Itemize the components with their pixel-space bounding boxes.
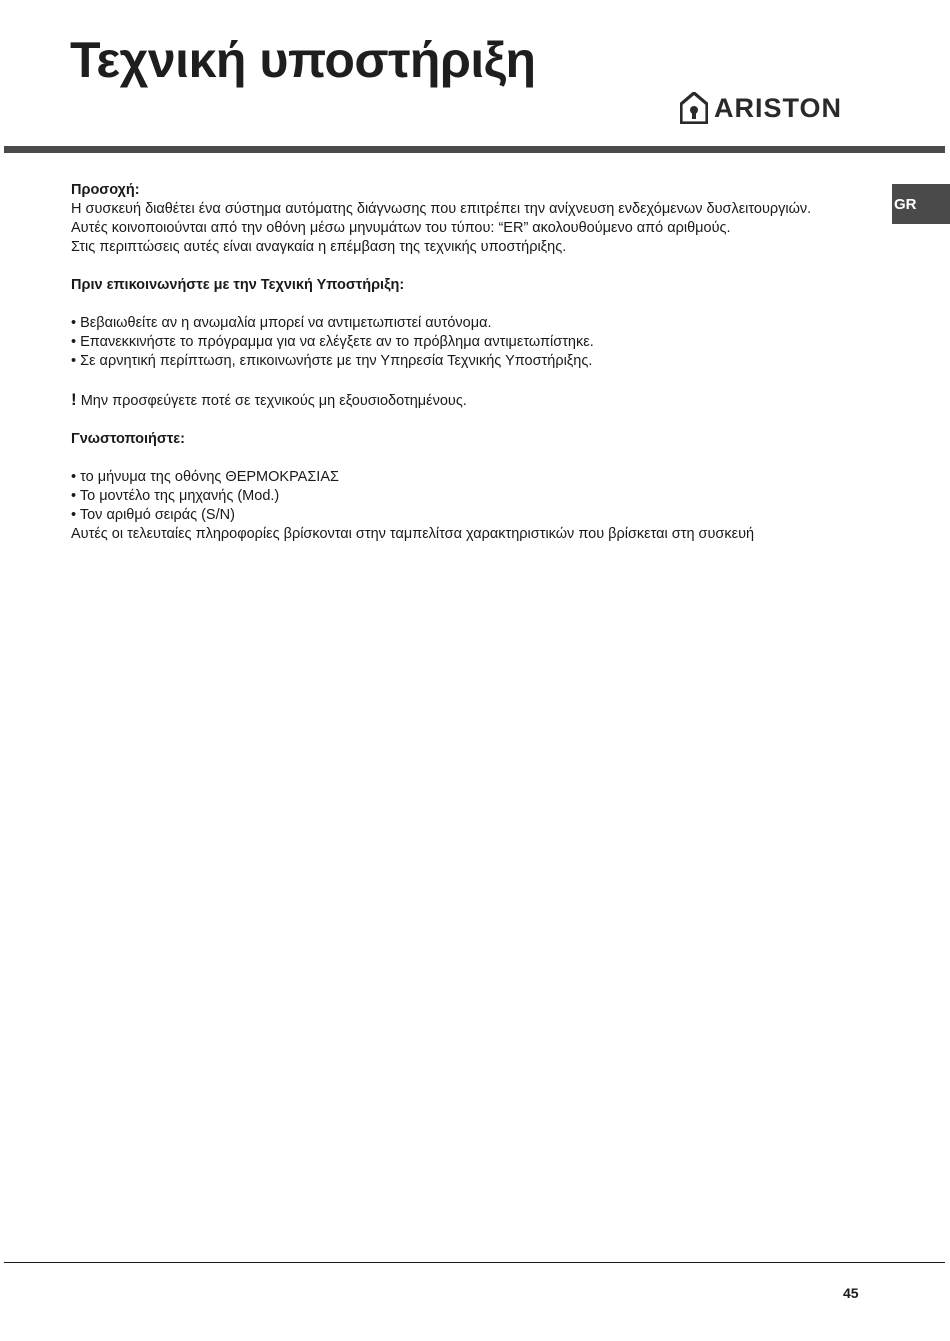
brand-name: ARISTON (714, 93, 843, 123)
notify-note: Αυτές οι τελευταίες πληροφορίες βρίσκονται στην ταμπελίτσα χαρακτηριστικών που βρίσκεται στη συσκευή (71, 526, 755, 542)
brand-logo (680, 92, 842, 124)
document-body (71, 181, 871, 544)
attention-line: Η συσκευή διαθέτει ένα σύστημα αυτόματης διάγνωσης που επιτρέπει την ανίχνευση ενδεχόμενων δυσλειτουργιών. (71, 201, 812, 217)
page-title: Τεχνική υποστήριξη (70, 32, 536, 88)
notify-item: • Τον αριθμό σειράς (S/N) (71, 507, 235, 523)
notify-heading: Γνωστοποιήστε: (71, 431, 186, 447)
warning-icon: ! (71, 390, 77, 409)
before-contact-item: • Βεβαιωθείτε αν η ανωμαλία μπορεί να αντιμετωπιστεί αυτόνομα. (71, 315, 492, 331)
attention-heading: Προσοχή: (71, 182, 140, 198)
header-divider (4, 146, 945, 153)
warning-line (71, 390, 871, 411)
before-contact-heading: Πριν επικοινωνήστε με την Τεχνική Υποστήριξη: (71, 277, 405, 293)
page-number: 45 (843, 1285, 859, 1301)
attention-line: Αυτές κοινοποιούνται από την οθόνη μέσω μηνυμάτων του τύπου: “ER” ακολουθούμενο από αριθμούς. (71, 220, 731, 236)
warning-text: Μην προσφεύγετε ποτέ σε τεχνικούς μη εξουσιοδοτημένους. (76, 393, 467, 409)
before-contact-item: • Επανεκκινήστε το πρόγραμμα για να ελέγξετε αν το πρόβλημα αντιμετωπίστηκε. (71, 334, 594, 350)
attention-line: Στις περιπτώσεις αυτές είναι αναγκαία η επέμβαση της τεχνικής υποστήριξης. (71, 239, 567, 255)
footer-divider (4, 1262, 945, 1263)
notify-item: • το μήνυμα της οθόνης ΘΕΡΜΟΚΡΑΣΙΑΣ (71, 469, 339, 485)
house-icon (680, 92, 708, 124)
language-tab: GR (892, 184, 950, 224)
notify-item: • Το μοντέλο της μηχανής (Mod.) (71, 488, 280, 504)
before-contact-item: • Σε αρνητική περίπτωση, επικοινωνήστε με την Υπηρεσία Τεχνικής Υποστήριξης. (71, 353, 593, 369)
